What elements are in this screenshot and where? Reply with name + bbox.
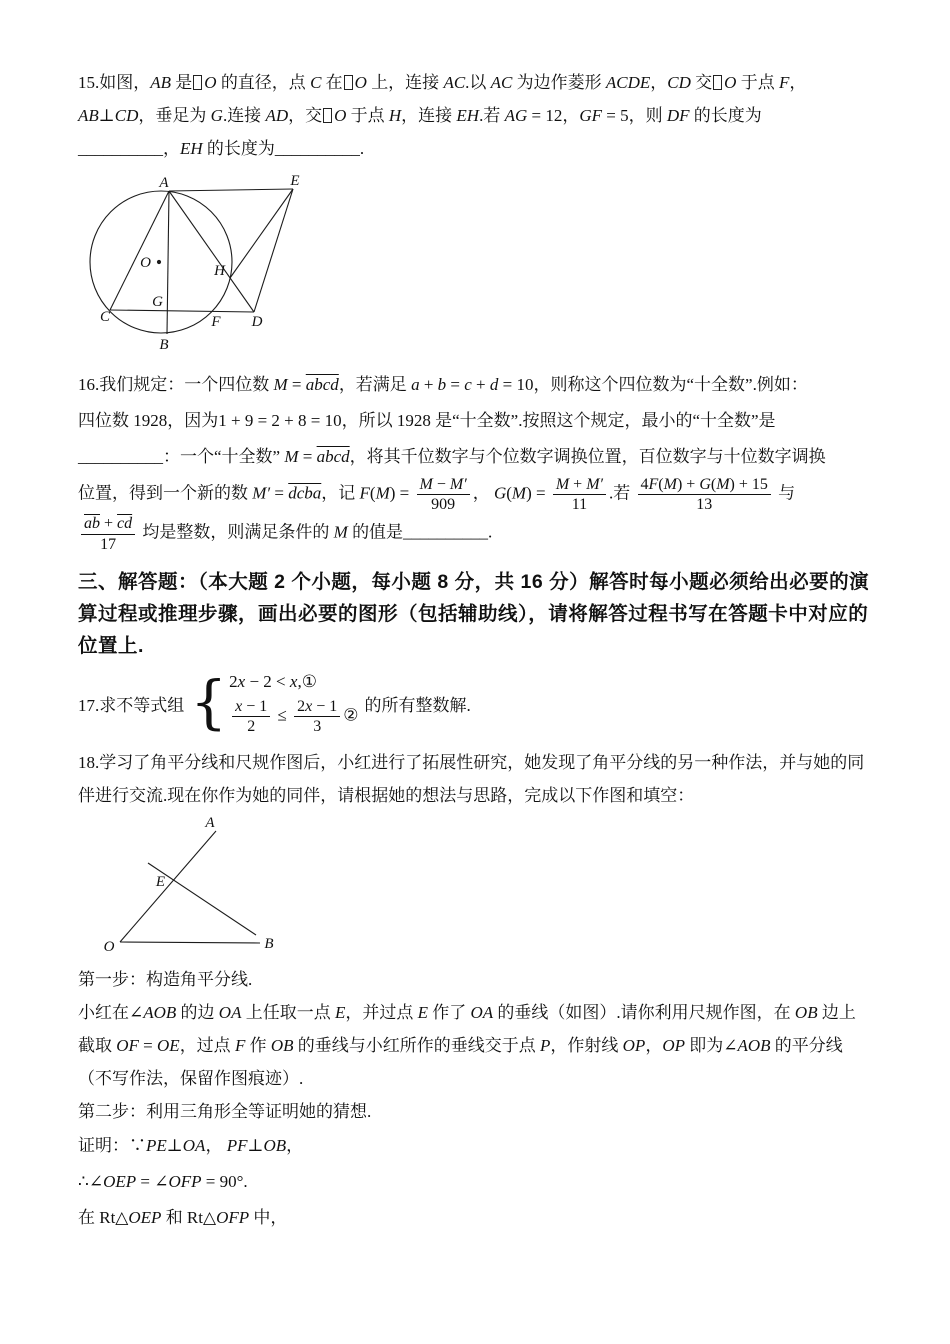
- point-label-A: A: [205, 816, 215, 832]
- problem-15-line-1: 15.如图，AB 是 O 的直径，点 C 在 O 上，连接 AC.以 AC 为边作菱形 ACDE，CD 交 O 于点 F，: [78, 73, 807, 92]
- point-label-E: E: [290, 173, 300, 189]
- point-label-E: E: [155, 874, 165, 891]
- point-label-B: B: [264, 936, 274, 953]
- problem-16-line-2: 四位数 1928，因为1 + 9 = 2 + 8 = 10，所以 1928 是“十全数”.按照这个规定，最小的“十全数”是: [78, 411, 776, 430]
- problem-15-geometry-figure: [86, 171, 326, 357]
- problem-18-line-2: 伴进行交流.现在你作为她的同伴，请根据她的想法与思路，完成以下作图和填空：: [78, 786, 695, 806]
- point-label-C: C: [99, 309, 111, 325]
- inequality-2: $\frac{x - 1}{2}$ ≤ $\frac{2x - 1}{3}$ ②: [229, 697, 358, 736]
- point-label-B: B: [159, 337, 169, 353]
- section-3-header-line-2: 算过程或推理步骤，画出必要的图形（包括辅助线），请将解答过程书写在答题卡中对应的: [78, 602, 869, 625]
- segment-AD: [169, 191, 254, 312]
- point-label-G: G: [152, 294, 163, 310]
- segment-AB-diameter: [167, 191, 169, 334]
- segment-AC: [110, 191, 169, 310]
- section-3-header-line-1: 三、解答题：（本大题 2 个小题，每小题 8 分，共 16 分）解答时每小题必须给出必要的演: [78, 570, 870, 593]
- problem-18-line-1: 18.学习了角平分线和尺规作图后，小红进行了拓展性研究，她发现了角平分线的另一种作法，并与她的同: [78, 753, 865, 773]
- step-2-title: 第二步：利用三角形全等证明她的猜想.: [78, 1102, 372, 1122]
- inequality-1: 2x − 2 < x,①: [229, 671, 317, 691]
- segment-AE: [169, 189, 293, 191]
- segment-EH: [230, 189, 293, 278]
- problem-17-suffix: 的所有整数解.: [364, 696, 471, 716]
- problem-16-line-5: $\frac{\overline{ab} + \overline{cd}}{17}$ 均是整数，则满足条件的 M 的值是__________.: [78, 514, 880, 553]
- problem-17: [78, 667, 880, 736]
- problem-17-prefix: 17.求不等式组: [78, 696, 185, 716]
- point-label-D: D: [251, 314, 263, 330]
- point-label-F: F: [211, 314, 221, 330]
- problem-16: [78, 367, 880, 554]
- segment-ED: [254, 189, 293, 312]
- inequality-system: [229, 672, 358, 736]
- problem-16-line-4: 位置，得到一个新的数 M′ = dcba，记 F(M) = $\frac{M - M'}{909}$ ， G(M) = $\frac{M + M'}{11}$ .若 $\frac{4F(M) + G(M) + 15}{13}$ 与: [78, 476, 796, 514]
- problem-15: [78, 66, 880, 357]
- problem-15-blank-line: __________，EH 的长度为__________.: [78, 139, 365, 158]
- step-1-line-1: 小红在∠AOB 的边 OA 上任取一点 E，并过点 E 作了 OA 的垂线（如图）.请你利用尺规作图，在 OB 边上: [78, 1003, 856, 1023]
- section-3-header-line-3: 位置上.: [78, 634, 144, 657]
- proof-line-3: 在 Rt△OEP 和 Rt△OFP 中，: [78, 1208, 288, 1228]
- step-1-line-2: 截取 OF = OE，过点 F 作 OB 的垂线与小红所作的垂线交于点 P，作射线 OP，OP 即为∠AOB 的平分线: [78, 1036, 843, 1056]
- ray-OB: [120, 942, 260, 943]
- segment-CD: [110, 310, 254, 312]
- problem-15-line-2: AB⊥CD，垂足为 G.连接 AD，交 O 于点 H，连接 EH.若 AG = 12，GF = 5，则 DF 的长度为: [78, 106, 762, 125]
- point-label-H: H: [214, 263, 225, 279]
- step-1-title: 第一步：构造角平分线.: [78, 970, 253, 990]
- proof-line-1: 证明：∵PE⊥OA， PF⊥OB，: [78, 1136, 304, 1156]
- problem-16-line-3: __________：一个“十全数” M = abcd，将其千位数字与个位数字调换位置，百位数字与十位数字调换: [78, 447, 826, 466]
- problem-16-line-1: 16.我们规定：一个四位数 M = abcd，若满足 a + b = c + d = 10，则称这个四位数为“十全数”.例如：: [78, 375, 808, 394]
- section-3-header: [78, 566, 880, 662]
- proof-block: [78, 1128, 880, 1236]
- point-label-O: O: [103, 939, 115, 956]
- center-point-O: [157, 260, 161, 264]
- ray-OA: [120, 831, 216, 942]
- problem-18-steps: [78, 963, 880, 1236]
- system-brace: {: [190, 667, 228, 736]
- point-label-A: A: [159, 175, 169, 191]
- step-1-line-3: （不写作法，保留作图痕迹）.: [78, 1069, 304, 1089]
- problem-18-angle-figure: [92, 816, 282, 961]
- proof-line-2: ∴∠OEP = ∠OFP = 90°.: [78, 1172, 248, 1192]
- point-label-O: O: [140, 255, 151, 271]
- problem-18: [78, 746, 880, 961]
